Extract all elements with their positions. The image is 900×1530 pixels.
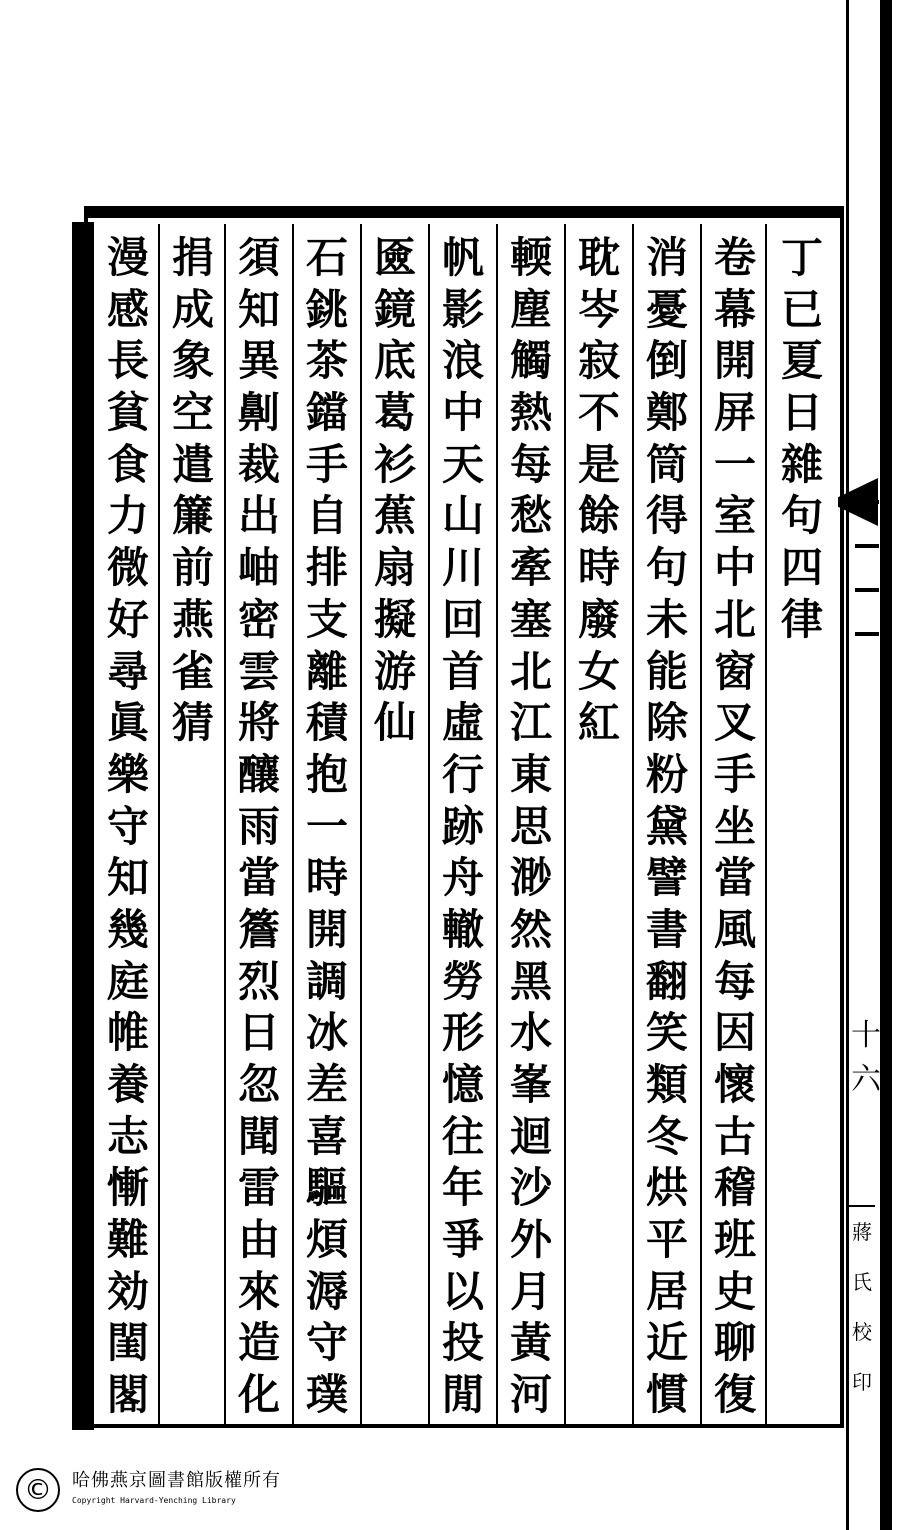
character: 底 [373, 336, 416, 386]
character: 未 [645, 594, 688, 644]
character: 幾 [106, 904, 149, 954]
character: 冬 [645, 1111, 688, 1161]
character: 樂 [106, 749, 149, 799]
character: 牽 [509, 543, 552, 593]
character: 捐 [171, 233, 214, 282]
character: 遣 [171, 439, 214, 489]
character: 閣 [106, 1370, 149, 1420]
character: 沙 [509, 1163, 552, 1213]
character: 丁 [780, 233, 823, 282]
fold-ticks [853, 500, 881, 720]
character: 思 [509, 801, 552, 851]
text-column-poem4-line1 [95, 232, 161, 1420]
character: 粉 [645, 749, 688, 799]
character: 稽 [713, 1163, 756, 1213]
collector-seal-text [849, 1205, 875, 1407]
character: 手 [305, 439, 348, 489]
character: 游 [373, 646, 416, 696]
character: 古 [713, 1111, 756, 1161]
character: 輭 [509, 233, 552, 282]
character: 開 [305, 904, 348, 954]
copyright-chinese: 哈佛燕京圖書館版權所有 [72, 1470, 281, 1491]
text-column-poem2-line1 [498, 232, 564, 1420]
character: 黑 [509, 956, 552, 1006]
character: 是 [577, 439, 620, 489]
character: 迴 [509, 1111, 552, 1161]
character: 匳 [373, 233, 416, 282]
character: 雷 [237, 1163, 280, 1213]
character: 屏 [713, 388, 756, 438]
character: 葛 [373, 388, 416, 438]
character: 北 [509, 646, 552, 696]
character: 倒 [645, 336, 688, 386]
character: 擬 [373, 594, 416, 644]
character: 卷 [713, 233, 756, 282]
character: 積 [305, 698, 348, 748]
character: 來 [237, 1266, 280, 1316]
character: 長 [106, 336, 149, 386]
character: 貧 [106, 388, 149, 438]
character: 感 [106, 284, 149, 334]
character: 句 [645, 543, 688, 593]
character: 由 [237, 1215, 280, 1265]
character: 簷 [237, 904, 280, 954]
character: 石 [305, 233, 348, 282]
character: 當 [237, 853, 280, 903]
character: 坐 [713, 801, 756, 851]
character: 幕 [713, 284, 756, 334]
character: 東 [509, 749, 552, 799]
character: 影 [441, 284, 484, 334]
character: 離 [305, 646, 348, 696]
character: 江 [509, 698, 552, 748]
character: 扇 [373, 543, 416, 593]
character: 室 [713, 491, 756, 541]
character: 譬 [645, 853, 688, 903]
seal-char: 印 [852, 1370, 872, 1394]
character: 慣 [645, 1370, 688, 1420]
character: 開 [713, 336, 756, 386]
character: 史 [713, 1266, 756, 1316]
character: 笑 [645, 1008, 688, 1058]
character: 往 [441, 1111, 484, 1161]
character: 璞 [305, 1370, 348, 1420]
character: 每 [509, 439, 552, 489]
character: 黃 [509, 1318, 552, 1368]
character: 寂 [577, 336, 620, 386]
character: 密 [237, 594, 280, 644]
character: 首 [441, 646, 484, 696]
character: 舟 [441, 853, 484, 903]
character: 得 [645, 491, 688, 541]
character: 蕉 [373, 491, 416, 541]
character: 鏡 [373, 284, 416, 334]
folio-number: 十六 [851, 1018, 881, 1097]
character: 造 [237, 1318, 280, 1368]
character: 食 [106, 439, 149, 489]
character: 眞 [106, 698, 149, 748]
character: 烈 [237, 956, 280, 1006]
character: 効 [106, 1266, 149, 1316]
character: 帷 [106, 1008, 149, 1058]
character: 律 [780, 594, 823, 644]
character: 愁 [509, 491, 552, 541]
copyright-icon: © [16, 1468, 60, 1512]
character: 帆 [441, 233, 484, 282]
character: 爭 [441, 1215, 484, 1265]
character: 聊 [713, 1318, 756, 1368]
character: 出 [237, 491, 280, 541]
character: 叉 [713, 698, 756, 748]
character: 岫 [237, 543, 280, 593]
character: 虛 [441, 698, 484, 748]
character: 力 [106, 491, 149, 541]
character: 鄭 [645, 388, 688, 438]
character: 觸 [509, 336, 552, 386]
character: 溽 [305, 1266, 348, 1316]
character: 當 [713, 853, 756, 903]
character: 黛 [645, 801, 688, 851]
character: 天 [441, 439, 484, 489]
character: 餘 [577, 491, 620, 541]
character: 勞 [441, 956, 484, 1006]
character: 跡 [441, 801, 484, 851]
text-column-poem1-line2 [634, 232, 700, 1420]
seal-char: 蔣 [852, 1220, 872, 1244]
character: 空 [171, 388, 214, 438]
character: 劓 [237, 388, 280, 438]
character: 復 [713, 1370, 756, 1420]
text-column-poem2-line3 [362, 232, 428, 1412]
character: 日 [780, 388, 823, 438]
character: 班 [713, 1215, 756, 1265]
character: 一 [713, 439, 756, 489]
character: 將 [237, 698, 280, 748]
character: 銚 [305, 284, 348, 334]
character: 好 [106, 594, 149, 644]
character: 猜 [171, 698, 214, 748]
character: 女 [577, 646, 620, 696]
character: 熱 [509, 388, 552, 438]
character: 平 [645, 1215, 688, 1265]
character: 閨 [106, 1318, 149, 1368]
character: 峯 [509, 1060, 552, 1109]
character: 支 [305, 594, 348, 644]
character: 外 [509, 1215, 552, 1265]
character: 烘 [645, 1163, 688, 1213]
character: 紅 [577, 698, 620, 748]
character: 驅 [305, 1163, 348, 1213]
character: 雨 [237, 801, 280, 851]
character: 守 [305, 1318, 348, 1368]
character: 夏 [780, 336, 823, 386]
text-column-poem3-line3 [160, 232, 226, 1412]
character: 類 [645, 1060, 688, 1109]
character: 投 [441, 1318, 484, 1368]
character: 成 [171, 284, 214, 334]
character: 抱 [305, 749, 348, 799]
character: 知 [106, 853, 149, 903]
character: 浪 [441, 336, 484, 386]
character: 以 [441, 1266, 484, 1316]
character: 差 [305, 1060, 348, 1109]
character: 時 [577, 543, 620, 593]
character: 日 [237, 1008, 280, 1058]
character: 居 [645, 1266, 688, 1316]
character: 筒 [645, 439, 688, 489]
character: 時 [305, 853, 348, 903]
character: 一 [305, 801, 348, 851]
character: 水 [509, 1008, 552, 1058]
text-column-poem3-line2 [226, 232, 292, 1420]
copyright-english: Copyright Harvard-Yenching Library [72, 1496, 236, 1505]
character: 庭 [106, 956, 149, 1006]
character: 知 [237, 284, 280, 334]
character: 回 [441, 594, 484, 644]
character: 四 [780, 543, 823, 593]
character: 鐺 [305, 388, 348, 438]
character: 冰 [305, 1008, 348, 1058]
character: 中 [441, 388, 484, 438]
character: 不 [577, 388, 620, 438]
character: 塵 [509, 284, 552, 334]
character: 山 [441, 491, 484, 541]
character: 書 [645, 904, 688, 954]
character: 微 [106, 543, 149, 593]
character: 形 [441, 1008, 484, 1058]
character: 排 [305, 543, 348, 593]
character: 消 [645, 233, 688, 282]
character: 川 [441, 543, 484, 593]
character: 除 [645, 698, 688, 748]
text-column-poem1-line1 [702, 232, 768, 1420]
character: 岑 [577, 284, 620, 334]
character: 裁 [237, 439, 280, 489]
character: 仙 [373, 698, 416, 748]
character: 窗 [713, 646, 756, 696]
character: 每 [713, 956, 756, 1006]
character: 近 [645, 1318, 688, 1368]
character: 行 [441, 749, 484, 799]
character: 漫 [106, 233, 149, 282]
character: 忽 [237, 1060, 280, 1109]
character: 然 [509, 904, 552, 954]
character: 異 [237, 336, 280, 386]
character: 翻 [645, 956, 688, 1006]
character: 因 [713, 1008, 756, 1058]
character: 廢 [577, 594, 620, 644]
character: 雀 [171, 646, 214, 696]
character: 北 [713, 594, 756, 644]
character: 耽 [577, 233, 620, 282]
character: 志 [106, 1111, 149, 1161]
character: 煩 [305, 1215, 348, 1265]
seal-char: 校 [852, 1320, 872, 1344]
text-column-title [769, 232, 835, 1412]
character: 能 [645, 646, 688, 696]
character: 養 [106, 1060, 149, 1109]
character: 難 [106, 1215, 149, 1265]
character: 閒 [441, 1370, 484, 1420]
seal-char: 氏 [852, 1270, 872, 1294]
character: 憂 [645, 284, 688, 334]
character: 懷 [713, 1060, 756, 1109]
character: 燕 [171, 594, 214, 644]
copyright-notice [12, 1462, 312, 1522]
character: 象 [171, 336, 214, 386]
character: 憶 [441, 1060, 484, 1109]
character: 渺 [509, 853, 552, 903]
page-edge-bar [880, 0, 892, 1530]
character: 茶 [305, 336, 348, 386]
character: 前 [171, 543, 214, 593]
character: 句 [780, 491, 823, 541]
character: 衫 [373, 439, 416, 489]
character: 雜 [780, 439, 823, 489]
character: 須 [237, 233, 280, 282]
character: 雲 [237, 646, 280, 696]
character: 河 [509, 1370, 552, 1420]
text-column-poem1-line3 [566, 232, 632, 1412]
character: 中 [713, 543, 756, 593]
text-column-poem2-line2 [430, 232, 496, 1420]
character: 已 [780, 284, 823, 334]
character: 轍 [441, 904, 484, 954]
character: 聞 [237, 1111, 280, 1161]
character: 風 [713, 904, 756, 954]
character: 簾 [171, 491, 214, 541]
character: 月 [509, 1266, 552, 1316]
character: 化 [237, 1370, 280, 1420]
character: 年 [441, 1163, 484, 1213]
character: 喜 [305, 1111, 348, 1161]
character: 調 [305, 956, 348, 1006]
text-column-poem3-line1 [294, 232, 360, 1420]
character: 手 [713, 749, 756, 799]
character: 塞 [509, 594, 552, 644]
character: 慚 [106, 1163, 149, 1213]
character: 守 [106, 801, 149, 851]
character: 自 [305, 491, 348, 541]
character: 釀 [237, 749, 280, 799]
character: 尋 [106, 646, 149, 696]
